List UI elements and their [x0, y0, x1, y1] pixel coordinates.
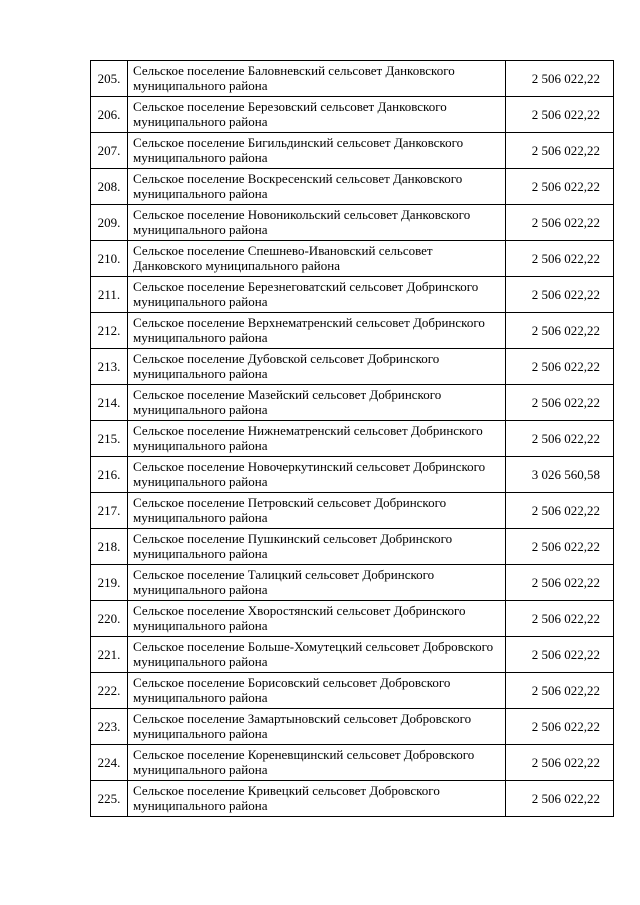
row-number: 225. — [91, 781, 128, 817]
settlement-name: Сельское поселение Борисовский сельсовет Добровского муниципального района — [128, 673, 506, 709]
table-row — [91, 169, 614, 205]
row-number: 217. — [91, 493, 128, 529]
amount-value: 2 506 022,22 — [506, 205, 614, 241]
table-row — [91, 205, 614, 241]
amount-value: 2 506 022,22 — [506, 97, 614, 133]
settlement-name: Сельское поселение Талицкий сельсовет Добринского муниципального района — [128, 565, 506, 601]
settlement-name: Сельское поселение Спешнево-Ивановский сельсовет Данковского муниципального района — [128, 241, 506, 277]
settlement-name: Сельское поселение Замартыновский сельсовет Добровского муниципального района — [128, 709, 506, 745]
row-number: 212. — [91, 313, 128, 349]
row-number: 222. — [91, 673, 128, 709]
table-row — [91, 61, 614, 97]
row-number: 205. — [91, 61, 128, 97]
amount-value: 2 506 022,22 — [506, 781, 614, 817]
amount-value: 2 506 022,22 — [506, 277, 614, 313]
row-number: 213. — [91, 349, 128, 385]
table-body — [91, 61, 614, 817]
amount-value: 2 506 022,22 — [506, 421, 614, 457]
row-number: 220. — [91, 601, 128, 637]
table-row — [91, 97, 614, 133]
table-row — [91, 565, 614, 601]
amount-value: 2 506 022,22 — [506, 565, 614, 601]
amount-value: 2 506 022,22 — [506, 61, 614, 97]
amount-value: 2 506 022,22 — [506, 709, 614, 745]
settlement-name: Сельское поселение Пушкинский сельсовет Добринского муниципального района — [128, 529, 506, 565]
settlement-name: Сельское поселение Бигильдинский сельсовет Данковского муниципального района — [128, 133, 506, 169]
table-row — [91, 421, 614, 457]
amount-value: 2 506 022,22 — [506, 169, 614, 205]
settlement-name: Сельское поселение Больше-Хомутецкий сельсовет Добровского муниципального района — [128, 637, 506, 673]
row-number: 215. — [91, 421, 128, 457]
amount-value: 2 506 022,22 — [506, 745, 614, 781]
table-row — [91, 457, 614, 493]
table-row — [91, 781, 614, 817]
budget-allocation-table — [90, 60, 614, 817]
row-number: 224. — [91, 745, 128, 781]
settlement-name: Сельское поселение Петровский сельсовет Добринского муниципального района — [128, 493, 506, 529]
amount-value: 2 506 022,22 — [506, 349, 614, 385]
amount-value: 2 506 022,22 — [506, 313, 614, 349]
table-row — [91, 241, 614, 277]
settlement-name: Сельское поселение Нижнематренский сельсовет Добринского муниципального района — [128, 421, 506, 457]
settlement-name: Сельское поселение Березнеговатский сельсовет Добринского муниципального района — [128, 277, 506, 313]
row-number: 221. — [91, 637, 128, 673]
row-number: 206. — [91, 97, 128, 133]
table-row — [91, 673, 614, 709]
row-number: 210. — [91, 241, 128, 277]
settlement-name: Сельское поселение Кореневщинский сельсовет Добровского муниципального района — [128, 745, 506, 781]
settlement-name: Сельское поселение Хворостянский сельсовет Добринского муниципального района — [128, 601, 506, 637]
settlement-name: Сельское поселение Березовский сельсовет Данковского муниципального района — [128, 97, 506, 133]
row-number: 211. — [91, 277, 128, 313]
amount-value: 2 506 022,22 — [506, 493, 614, 529]
settlement-name: Сельское поселение Новочеркутинский сельсовет Добринского муниципального района — [128, 457, 506, 493]
settlement-name: Сельское поселение Баловневский сельсовет Данковского муниципального района — [128, 61, 506, 97]
amount-value: 2 506 022,22 — [506, 385, 614, 421]
row-number: 214. — [91, 385, 128, 421]
table-row — [91, 601, 614, 637]
amount-value: 2 506 022,22 — [506, 133, 614, 169]
table-row — [91, 745, 614, 781]
table-row — [91, 637, 614, 673]
table-row — [91, 277, 614, 313]
amount-value: 2 506 022,22 — [506, 637, 614, 673]
table-row — [91, 529, 614, 565]
row-number: 218. — [91, 529, 128, 565]
row-number: 208. — [91, 169, 128, 205]
row-number: 223. — [91, 709, 128, 745]
table-row — [91, 493, 614, 529]
settlement-name: Сельское поселение Дубовской сельсовет Добринского муниципального района — [128, 349, 506, 385]
amount-value: 2 506 022,22 — [506, 529, 614, 565]
amount-value: 2 506 022,22 — [506, 241, 614, 277]
table-row — [91, 313, 614, 349]
settlement-name: Сельское поселение Воскресенский сельсовет Данковского муниципального района — [128, 169, 506, 205]
row-number: 209. — [91, 205, 128, 241]
table-row — [91, 349, 614, 385]
table-row — [91, 709, 614, 745]
amount-value: 2 506 022,22 — [506, 673, 614, 709]
settlement-name: Сельское поселение Новоникольский сельсовет Данковского муниципального района — [128, 205, 506, 241]
settlement-name: Сельское поселение Кривецкий сельсовет Добровского муниципального района — [128, 781, 506, 817]
table-row — [91, 385, 614, 421]
row-number: 219. — [91, 565, 128, 601]
table-row — [91, 133, 614, 169]
row-number: 216. — [91, 457, 128, 493]
amount-value: 3 026 560,58 — [506, 457, 614, 493]
document-table-container — [90, 60, 612, 817]
settlement-name: Сельское поселение Верхнематренский сельсовет Добринского муниципального района — [128, 313, 506, 349]
amount-value: 2 506 022,22 — [506, 601, 614, 637]
settlement-name: Сельское поселение Мазейский сельсовет Добринского муниципального района — [128, 385, 506, 421]
row-number: 207. — [91, 133, 128, 169]
